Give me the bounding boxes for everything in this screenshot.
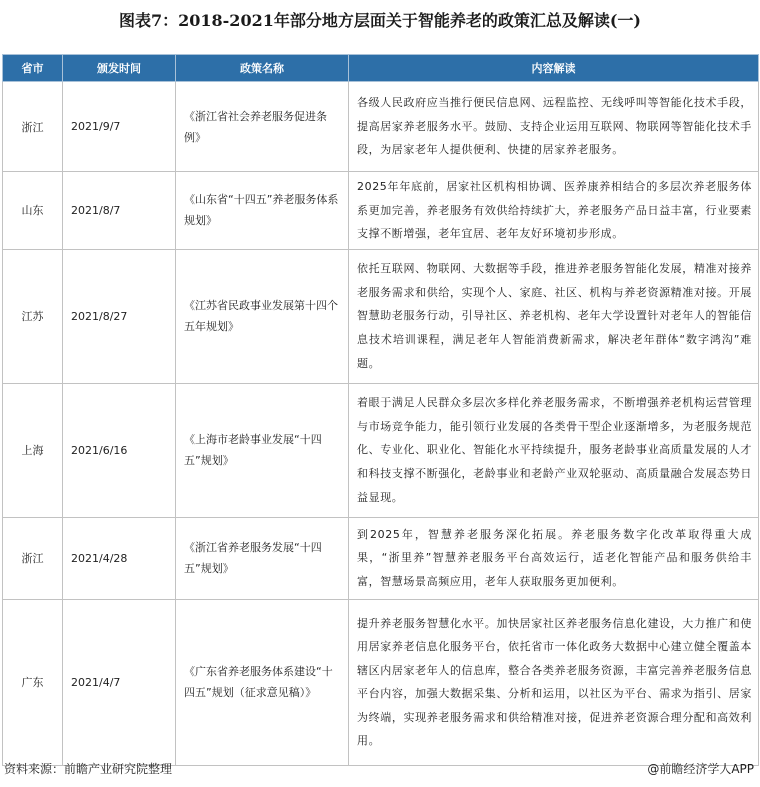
table-row: [3, 82, 759, 172]
table-row: [3, 599, 759, 765]
cell-policy-name: 《上海市老龄事业发展“十四五”规划》: [176, 383, 349, 517]
cell-date: 2021/8/27: [63, 249, 176, 383]
cell-province: 山东: [3, 172, 63, 250]
cell-policy-name: 《江苏省民政事业发展第十四个五年规划》: [176, 249, 349, 383]
cell-date: 2021/6/16: [63, 383, 176, 517]
cell-province: 浙江: [3, 517, 63, 599]
cell-content: 2025年年底前，居家社区机构相协调、医养康养相结合的多层次养老服务体系更加完善，养老服务有效供给持续扩大，养老服务产品日益丰富，行业要素支撑不断增强，老年宜居、老年友好环境初步形成。: [349, 172, 759, 250]
table-row: [3, 383, 759, 517]
cell-policy-name: 《浙江省社会养老服务促进条例》: [176, 82, 349, 172]
policy-table: [2, 54, 759, 766]
cell-content: 提升养老服务智慧化水平。加快居家社区养老服务信息化建设，大力推广和使用居家养老信息化服务平台，依托省市一体化政务大数据中心建立健全覆盖本辖区内居家老年人的信息库，整合各类养老服务资源，丰富完善养老服务信息平台内容，加强大数据采集、分析和运用，以社区为平台、需求为指引、居家为终端，实现养老服务需求和供给精准对接，促进养老资源合理分配和高效利用。: [349, 599, 759, 765]
cell-content: 依托互联网、物联网、大数据等手段，推进养老服务智能化发展，精准对接养老服务需求和供给，实现个人、家庭、社区、机构与养老资源精准对接。开展智慧助老服务行动，引导社区、养老机构、老年大学设置针对老年人的智能信息技术培训课程，满足老年人智能消费新需求，解决老年群体“数字鸿沟”难题。: [349, 249, 759, 383]
cell-policy-name: 《山东省“十四五”养老服务体系规划》: [176, 172, 349, 250]
cell-province: 广东: [3, 599, 63, 765]
brand-label: @前瞻经济学人APP: [647, 762, 754, 776]
source-note: 资料来源：前瞻产业研究院整理: [4, 762, 173, 776]
cell-date: 2021/8/7: [63, 172, 176, 250]
header-policy-name: 政策名称: [176, 55, 349, 82]
cell-date: 2021/4/7: [63, 599, 176, 765]
header-content: 内容解读: [349, 55, 759, 82]
cell-date: 2021/4/28: [63, 517, 176, 599]
cell-date: 2021/9/7: [63, 82, 176, 172]
table-row: [3, 517, 759, 599]
header-province: 省市: [3, 55, 63, 82]
cell-content: 各级人民政府应当推行便民信息网、远程监控、无线呼叫等智能化技术手段，提高居家养老服务水平。鼓励、支持企业运用互联网、物联网等智能化技术手段，为居家老年人提供便利、快捷的居家养老服务。: [349, 82, 759, 172]
header-date: 颁发时间: [63, 55, 176, 82]
cell-policy-name: 《浙江省养老服务发展“十四五”规划》: [176, 517, 349, 599]
cell-policy-name: 《广东省养老服务体系建设“十四五”规划（征求意见稿）》: [176, 599, 349, 765]
cell-province: 上海: [3, 383, 63, 517]
table-row: [3, 249, 759, 383]
cell-province: 浙江: [3, 82, 63, 172]
cell-content: 着眼于满足人民群众多层次多样化养老服务需求，不断增强养老机构运营管理与市场竞争能力，能引领行业发展的各类骨干型企业逐渐增多，为老服务规范化、专业化、职业化、智能化水平持续提升，服务老龄事业高质量发展的人才和科技支撑不断强化，老龄事业和老龄产业双轮驱动、高质量融合发展态势日益显现。: [349, 383, 759, 517]
table-row: [3, 172, 759, 250]
chart-title: 图表7：2018-2021年部分地方层面关于智能养老的政策汇总及解读(一): [119, 11, 641, 30]
cell-province: 江苏: [3, 249, 63, 383]
table-header-row: [3, 55, 759, 82]
cell-content: 到2025年，智慧养老服务深化拓展。养老服务数字化改革取得重大成果，“浙里养”智慧养老服务平台高效运行，适老化智能产品和服务供给丰富，智慧场景高频应用，老年人获取服务更加便利。: [349, 517, 759, 599]
